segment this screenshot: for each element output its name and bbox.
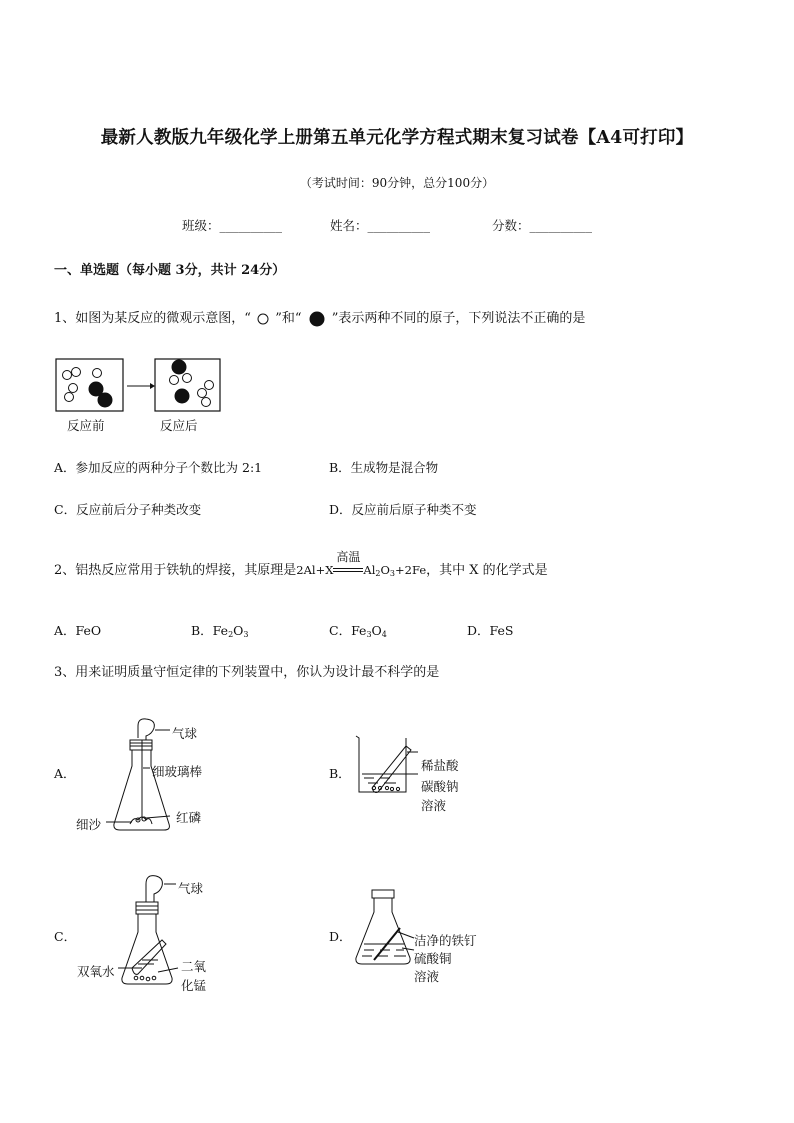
equation-right-fe: +2Fe [395,563,427,577]
label-mno2-1: 二氧 [181,959,207,974]
q2-c-pre: C．Fe [329,623,367,638]
stopper-icon [130,740,152,750]
q2-b-mid: O [233,623,244,638]
beaker-icon [356,736,406,792]
equation-right-al: Al [363,563,376,577]
balloon-icon-c [146,876,162,902]
label-acid: 稀盐酸 [421,758,459,773]
black-atom-icon [306,310,328,328]
q2-text-a: 2、铝热反应常用于铁轨的焊接，其原理是 [54,563,297,578]
q2-c-mid: O [371,623,382,638]
label-sand: 细沙 [76,817,102,832]
q2-option-d[interactable]: D．FeS [467,623,514,638]
q2-option-c[interactable] [329,621,387,639]
q1-option-a[interactable]: A．参加反应的两种分子个数比为 2:1 [54,460,263,475]
label-mno2-2: 化锰 [181,978,207,993]
q1-text-c: ”表示两种不同的原子，下列说法不正确的是 [331,311,586,326]
after-label: 反应后 [160,418,198,433]
equation-right-o: O [380,563,390,577]
q1-option-b[interactable]: B．生成物是混合物 [329,460,439,475]
reaction-arrow [333,550,363,576]
equation-left: 2Al+X [296,563,334,577]
before-box [56,359,123,411]
question-1-text [54,307,585,328]
white-atom-icon [255,312,271,326]
q2-option-a[interactable]: A．FeO [54,623,102,638]
equation-sub-2: 3 [389,569,396,578]
name-field: 姓名：__________ [330,218,431,233]
class-field: 班级：__________ [182,218,283,233]
label-cuso4-2: 溶液 [414,969,440,984]
q1-text-a: 1、如图为某反应的微观示意图，“ [54,311,251,326]
label-nail: 洁净的铁钉 [414,933,477,948]
reaction-diagram [54,358,224,414]
label-balloon-a: 气球 [172,726,198,741]
q1-option-c[interactable]: C．反应前后分子种类改变 [54,502,202,517]
balloon-icon [138,719,154,740]
page-title: 最新人教版九年级化学上册第五单元化学方程式期末复习试卷【A4可打印】 [100,128,694,148]
q3-option-a[interactable]: A． [54,766,76,781]
section-heading: 一、单选题（每小题 3分，共计 24分） [54,263,286,278]
question-2-text [54,550,548,578]
question-3-text: 3、用来证明质量守恒定律的下列装置中，你认为设计最不科学的是 [54,665,440,680]
label-rod: 细玻璃棒 [152,764,203,779]
q2-c-sub2: 4 [381,630,387,639]
label-carbonate-2: 溶液 [421,798,447,813]
equation [296,550,427,578]
exam-subtitle: （考试时间：90分钟，总分100分） [299,176,495,190]
equation-sub-1: 2 [375,569,381,578]
apparatus-b [354,730,424,798]
label-peroxide: 双氧水 [77,964,115,979]
q2-option-b[interactable] [191,621,249,639]
label-balloon-c: 气球 [178,881,204,896]
test-tube-icon [372,746,411,793]
q1-text-b: ”和“ [275,311,302,326]
before-label: 反应前 [67,418,105,433]
label-carbonate-1: 碳酸钠 [421,779,459,794]
q2-b-pre: B．Fe [191,623,229,638]
q1-option-d[interactable]: D．反应前后原子种类不变 [329,502,477,517]
q2-b-sub1: 2 [228,630,234,639]
score-field: 分数：__________ [492,218,593,233]
arrow-head-icon [150,383,155,389]
flask-icon-d [356,898,410,964]
stopper-icon-c [136,902,158,914]
label-phosphorus: 红磷 [176,810,202,825]
q3-option-d[interactable]: D． [329,929,352,944]
label-cuso4-1: 硫酸铜 [414,951,452,966]
q2-text-b: ，其中 X 的化学式是 [426,563,548,578]
flask-icon-c [122,914,172,984]
q2-b-sub2: 3 [243,630,249,639]
stopper-icon-d [372,890,394,898]
q2-c-sub1: 3 [366,630,372,639]
reaction-condition: 高温 [336,550,361,564]
q3-option-c[interactable]: C． [54,929,77,944]
q3-option-b[interactable]: B． [329,766,351,781]
apparatus-d [352,888,422,970]
